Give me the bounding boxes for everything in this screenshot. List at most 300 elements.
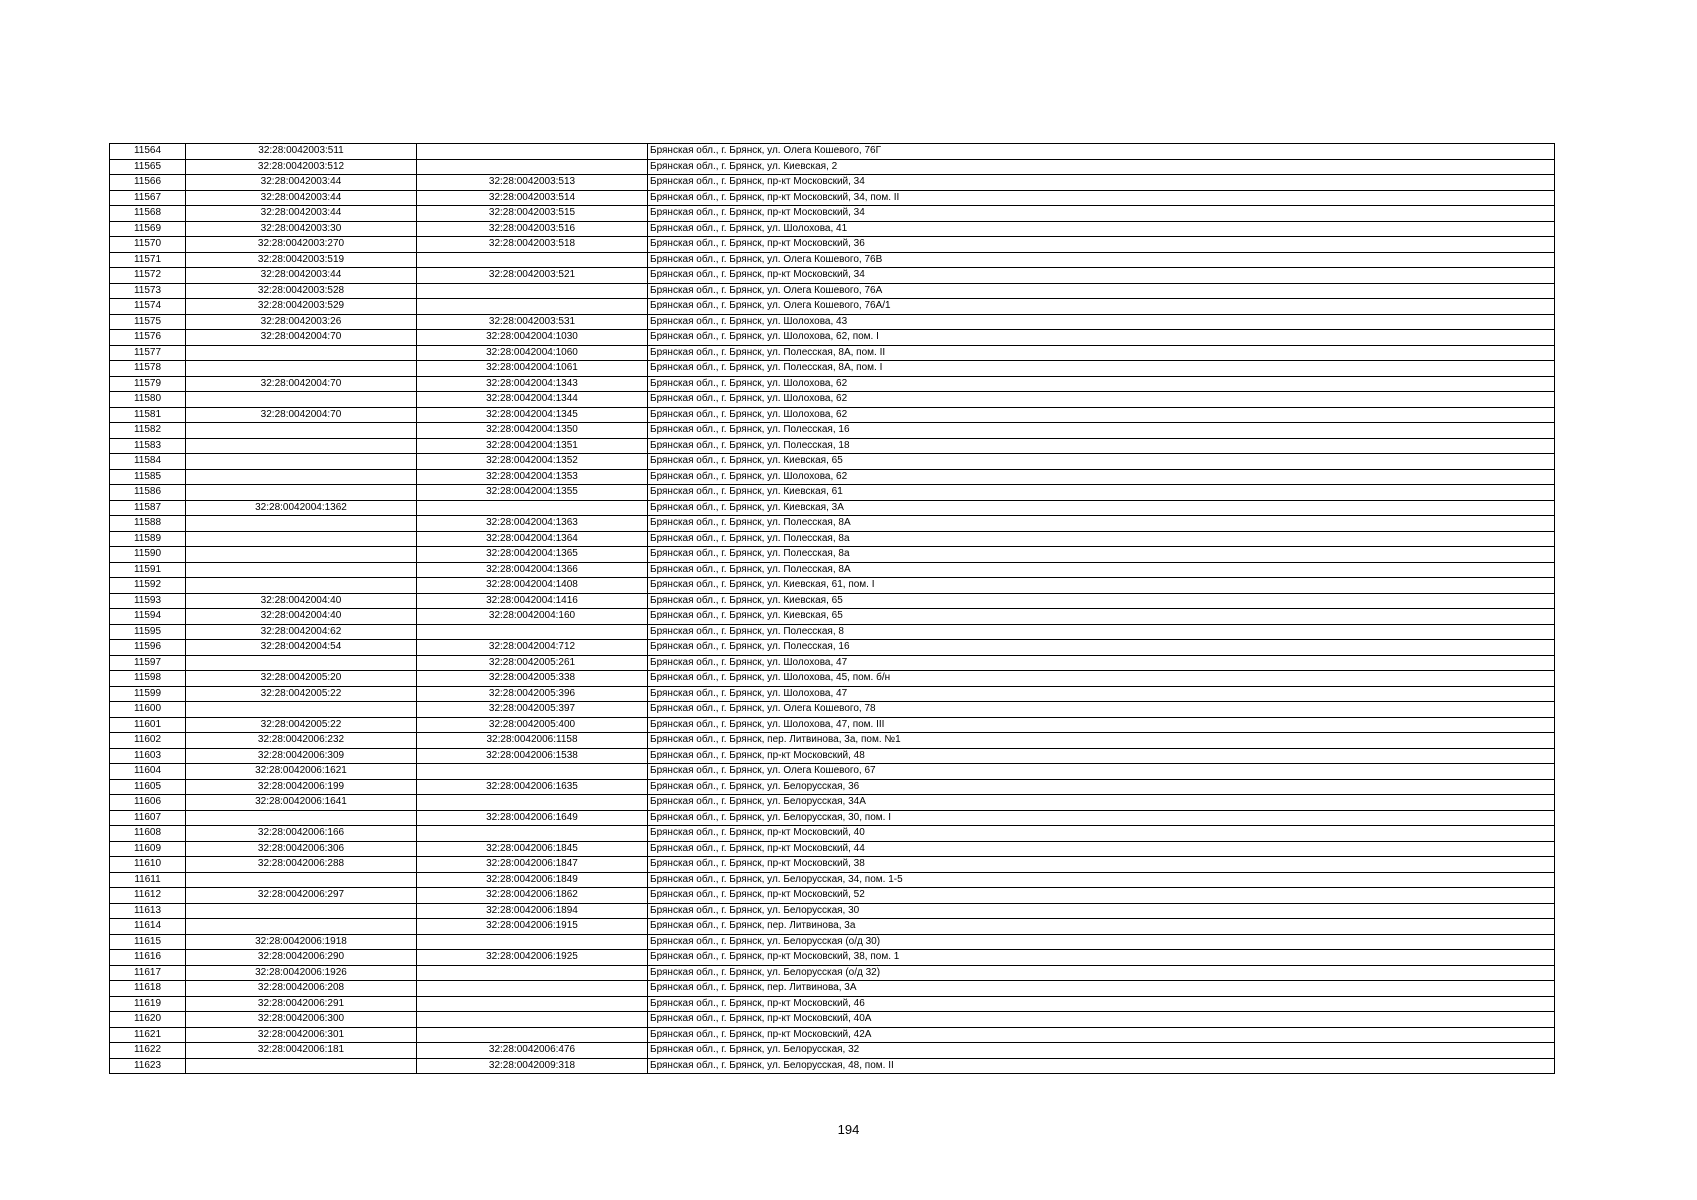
parcel-number-cell: 32:28:0042006:290 — [186, 950, 417, 966]
table-row — [110, 361, 1555, 377]
row-number-cell: 11598 — [110, 671, 186, 687]
object-number-cell — [417, 1012, 648, 1028]
table-row — [110, 950, 1555, 966]
row-number-cell: 11571 — [110, 252, 186, 268]
object-number-cell — [417, 624, 648, 640]
object-number-cell: 32:28:0042006:1635 — [417, 779, 648, 795]
address-cell: Брянская обл., г. Брянск, ул. Киевская, 61 — [648, 485, 1555, 501]
parcel-number-cell: 32:28:0042006:1918 — [186, 934, 417, 950]
object-number-cell: 32:28:0042003:516 — [417, 221, 648, 237]
object-number-cell: 32:28:0042005:397 — [417, 702, 648, 718]
parcel-number-cell: 32:28:0042004:40 — [186, 593, 417, 609]
address-cell: Брянская обл., г. Брянск, пр-кт Московский, 46 — [648, 996, 1555, 1012]
row-number-cell: 11564 — [110, 144, 186, 160]
parcel-number-cell: 32:28:0042006:309 — [186, 748, 417, 764]
row-number-cell: 11570 — [110, 237, 186, 253]
row-number-cell: 11621 — [110, 1027, 186, 1043]
table-row — [110, 857, 1555, 873]
parcel-number-cell: 32:28:0042003:519 — [186, 252, 417, 268]
parcel-number-cell: 32:28:0042005:22 — [186, 717, 417, 733]
row-number-cell: 11585 — [110, 469, 186, 485]
row-number-cell: 11611 — [110, 872, 186, 888]
parcel-number-cell: 32:28:0042006:166 — [186, 826, 417, 842]
table-row — [110, 190, 1555, 206]
address-cell: Брянская обл., г. Брянск, ул. Полесская, 8а — [648, 531, 1555, 547]
address-cell: Брянская обл., г. Брянск, ул. Киевская, 65 — [648, 593, 1555, 609]
object-number-cell — [417, 826, 648, 842]
address-cell: Брянская обл., г. Брянск, ул. Шолохова, 41 — [648, 221, 1555, 237]
row-number-cell: 11606 — [110, 795, 186, 811]
row-number-cell: 11588 — [110, 516, 186, 532]
parcel-number-cell: 32:28:0042006:208 — [186, 981, 417, 997]
row-number-cell: 11592 — [110, 578, 186, 594]
address-cell: Брянская обл., г. Брянск, пр-кт Московский, 44 — [648, 841, 1555, 857]
parcel-number-cell — [186, 531, 417, 547]
object-number-cell: 32:28:0042006:1849 — [417, 872, 648, 888]
object-number-cell: 32:28:0042003:521 — [417, 268, 648, 284]
address-cell: Брянская обл., г. Брянск, ул. Белорусская, 30 — [648, 903, 1555, 919]
parcel-number-cell: 32:28:0042006:297 — [186, 888, 417, 904]
table-row — [110, 934, 1555, 950]
row-number-cell: 11582 — [110, 423, 186, 439]
parcel-number-cell — [186, 872, 417, 888]
table-row — [110, 469, 1555, 485]
address-cell: Брянская обл., г. Брянск, ул. Белорусская (о/д 32) — [648, 965, 1555, 981]
object-number-cell — [417, 764, 648, 780]
row-number-cell: 11595 — [110, 624, 186, 640]
address-cell: Брянская обл., г. Брянск, ул. Киевская, 2 — [648, 159, 1555, 175]
address-cell: Брянская обл., г. Брянск, ул. Полесская, 8А — [648, 562, 1555, 578]
row-number-cell: 11575 — [110, 314, 186, 330]
parcel-number-cell: 32:28:0042006:232 — [186, 733, 417, 749]
object-number-cell: 32:28:0042005:261 — [417, 655, 648, 671]
table-row — [110, 454, 1555, 470]
table-row — [110, 314, 1555, 330]
address-cell: Брянская обл., г. Брянск, пр-кт Московский, 40 — [648, 826, 1555, 842]
row-number-cell: 11616 — [110, 950, 186, 966]
object-number-cell: 32:28:0042003:531 — [417, 314, 648, 330]
row-number-cell: 11580 — [110, 392, 186, 408]
address-cell: Брянская обл., г. Брянск, ул. Олега Кошевого, 76В — [648, 252, 1555, 268]
row-number-cell: 11578 — [110, 361, 186, 377]
address-cell: Брянская обл., г. Брянск, пер. Литвинова, 3а — [648, 919, 1555, 935]
row-number-cell: 11619 — [110, 996, 186, 1012]
page-number: 194 — [837, 1122, 860, 1137]
address-cell: Брянская обл., г. Брянск, ул. Шолохова, 62, пом. I — [648, 330, 1555, 346]
object-number-cell — [417, 500, 648, 516]
table-row — [110, 175, 1555, 191]
object-number-cell: 32:28:0042005:400 — [417, 717, 648, 733]
object-number-cell — [417, 299, 648, 315]
row-number-cell: 11593 — [110, 593, 186, 609]
parcel-number-cell: 32:28:0042006:306 — [186, 841, 417, 857]
table-row — [110, 609, 1555, 625]
row-number-cell: 11600 — [110, 702, 186, 718]
object-number-cell: 32:28:0042006:1862 — [417, 888, 648, 904]
object-number-cell: 32:28:0042006:1158 — [417, 733, 648, 749]
row-number-cell: 11620 — [110, 1012, 186, 1028]
row-number-cell: 11581 — [110, 407, 186, 423]
row-number-cell: 11596 — [110, 640, 186, 656]
object-number-cell: 32:28:0042004:1030 — [417, 330, 648, 346]
row-number-cell: 11569 — [110, 221, 186, 237]
row-number-cell: 11587 — [110, 500, 186, 516]
parcel-number-cell: 32:28:0042004:40 — [186, 609, 417, 625]
table-row — [110, 702, 1555, 718]
parcel-number-cell: 32:28:0042003:528 — [186, 283, 417, 299]
row-number-cell: 11604 — [110, 764, 186, 780]
parcel-number-cell: 32:28:0042004:70 — [186, 407, 417, 423]
table-row — [110, 795, 1555, 811]
parcel-number-cell: 32:28:0042006:199 — [186, 779, 417, 795]
parcel-number-cell — [186, 578, 417, 594]
object-number-cell: 32:28:0042004:1408 — [417, 578, 648, 594]
parcel-number-cell — [186, 547, 417, 563]
object-number-cell — [417, 159, 648, 175]
parcel-number-cell: 32:28:0042006:181 — [186, 1043, 417, 1059]
parcel-number-cell: 32:28:0042003:512 — [186, 159, 417, 175]
address-cell: Брянская обл., г. Брянск, ул. Полесская, 8А, пом. I — [648, 361, 1555, 377]
address-cell: Брянская обл., г. Брянск, ул. Олега Кошевого, 76А — [648, 283, 1555, 299]
row-number-cell: 11612 — [110, 888, 186, 904]
table-row — [110, 299, 1555, 315]
object-number-cell — [417, 795, 648, 811]
row-number-cell: 11583 — [110, 438, 186, 454]
address-cell: Брянская обл., г. Брянск, ул. Киевская, 3А — [648, 500, 1555, 516]
parcel-number-cell: 32:28:0042005:22 — [186, 686, 417, 702]
object-number-cell: 32:28:0042004:1352 — [417, 454, 648, 470]
address-cell: Брянская обл., г. Брянск, ул. Шолохова, 62 — [648, 376, 1555, 392]
object-number-cell: 32:28:0042004:160 — [417, 609, 648, 625]
table-row — [110, 686, 1555, 702]
object-number-cell: 32:28:0042003:514 — [417, 190, 648, 206]
row-number-cell: 11607 — [110, 810, 186, 826]
object-number-cell: 32:28:0042004:1363 — [417, 516, 648, 532]
address-cell: Брянская обл., г. Брянск, ул. Шолохова, 47 — [648, 686, 1555, 702]
address-cell: Брянская обл., г. Брянск, пр-кт Московский, 42А — [648, 1027, 1555, 1043]
object-number-cell: 32:28:0042006:1894 — [417, 903, 648, 919]
address-cell: Брянская обл., г. Брянск, ул. Киевская, 65 — [648, 454, 1555, 470]
table-row — [110, 671, 1555, 687]
table-row — [110, 330, 1555, 346]
address-cell: Брянская обл., г. Брянск, ул. Белорусская, 34, пом. 1-5 — [648, 872, 1555, 888]
registry-sheet — [109, 143, 1555, 1074]
table-row — [110, 903, 1555, 919]
address-cell: Брянская обл., г. Брянск, ул. Полесская, 16 — [648, 640, 1555, 656]
object-number-cell: 32:28:0042004:1345 — [417, 407, 648, 423]
table-row — [110, 376, 1555, 392]
parcel-number-cell — [186, 516, 417, 532]
parcel-number-cell: 32:28:0042006:301 — [186, 1027, 417, 1043]
row-number-cell: 11594 — [110, 609, 186, 625]
table-row — [110, 1058, 1555, 1074]
object-number-cell: 32:28:0042006:1649 — [417, 810, 648, 826]
parcel-number-cell: 32:28:0042006:300 — [186, 1012, 417, 1028]
object-number-cell: 32:28:0042006:1915 — [417, 919, 648, 935]
object-number-cell: 32:28:0042004:1355 — [417, 485, 648, 501]
table-row — [110, 981, 1555, 997]
table-row — [110, 423, 1555, 439]
object-number-cell: 32:28:0042004:1353 — [417, 469, 648, 485]
parcel-number-cell — [186, 810, 417, 826]
row-number-cell: 11601 — [110, 717, 186, 733]
object-number-cell: 32:28:0042009:318 — [417, 1058, 648, 1074]
table-row — [110, 547, 1555, 563]
object-number-cell: 32:28:0042003:513 — [417, 175, 648, 191]
row-number-cell: 11573 — [110, 283, 186, 299]
object-number-cell: 32:28:0042004:1343 — [417, 376, 648, 392]
object-number-cell: 32:28:0042004:1416 — [417, 593, 648, 609]
address-cell: Брянская обл., г. Брянск, пр-кт Московский, 34, пом. II — [648, 190, 1555, 206]
parcel-number-cell: 32:28:0042003:30 — [186, 221, 417, 237]
row-number-cell: 11591 — [110, 562, 186, 578]
address-cell: Брянская обл., г. Брянск, пр-кт Московский, 40А — [648, 1012, 1555, 1028]
object-number-cell: 32:28:0042005:338 — [417, 671, 648, 687]
row-number-cell: 11599 — [110, 686, 186, 702]
row-number-cell: 11602 — [110, 733, 186, 749]
address-cell: Брянская обл., г. Брянск, ул. Шолохова, 62 — [648, 407, 1555, 423]
object-number-cell: 32:28:0042004:712 — [417, 640, 648, 656]
table-row — [110, 516, 1555, 532]
parcel-number-cell: 32:28:0042005:20 — [186, 671, 417, 687]
object-number-cell — [417, 934, 648, 950]
address-cell: Брянская обл., г. Брянск, ул. Белорусская, 30, пом. I — [648, 810, 1555, 826]
table-row — [110, 1043, 1555, 1059]
row-number-cell: 11568 — [110, 206, 186, 222]
table-row — [110, 748, 1555, 764]
parcel-number-cell: 32:28:0042003:270 — [186, 237, 417, 253]
table-row — [110, 996, 1555, 1012]
parcel-number-cell — [186, 903, 417, 919]
parcel-number-cell: 32:28:0042004:70 — [186, 330, 417, 346]
table-row — [110, 764, 1555, 780]
address-cell: Брянская обл., г. Брянск, ул. Шолохова, 47, пом. III — [648, 717, 1555, 733]
address-cell: Брянская обл., г. Брянск, ул. Олега Кошевого, 67 — [648, 764, 1555, 780]
table-row — [110, 531, 1555, 547]
address-cell: Брянская обл., г. Брянск, пер. Литвинова, 3а, пом. №1 — [648, 733, 1555, 749]
table-row — [110, 206, 1555, 222]
address-cell: Брянская обл., г. Брянск, пр-кт Московский, 38, пом. 1 — [648, 950, 1555, 966]
object-number-cell: 32:28:0042006:1538 — [417, 748, 648, 764]
row-number-cell: 11623 — [110, 1058, 186, 1074]
parcel-number-cell: 32:28:0042003:44 — [186, 206, 417, 222]
table-row — [110, 221, 1555, 237]
address-cell: Брянская обл., г. Брянск, ул. Полесская, 8А — [648, 516, 1555, 532]
row-number-cell: 11618 — [110, 981, 186, 997]
parcel-number-cell: 32:28:0042003:44 — [186, 190, 417, 206]
table-row — [110, 144, 1555, 160]
table-row — [110, 268, 1555, 284]
table-row — [110, 655, 1555, 671]
address-cell: Брянская обл., г. Брянск, пр-кт Московский, 34 — [648, 175, 1555, 191]
table-row — [110, 578, 1555, 594]
row-number-cell: 11577 — [110, 345, 186, 361]
row-number-cell: 11615 — [110, 934, 186, 950]
object-number-cell — [417, 981, 648, 997]
object-number-cell: 32:28:0042003:515 — [417, 206, 648, 222]
parcel-number-cell: 32:28:0042003:529 — [186, 299, 417, 315]
address-cell: Брянская обл., г. Брянск, ул. Олега Кошевого, 76А/1 — [648, 299, 1555, 315]
parcel-number-cell: 32:28:0042003:44 — [186, 175, 417, 191]
object-number-cell — [417, 965, 648, 981]
object-number-cell — [417, 144, 648, 160]
object-number-cell — [417, 1027, 648, 1043]
row-number-cell: 11613 — [110, 903, 186, 919]
address-cell: Брянская обл., г. Брянск, ул. Шолохова, 45, пом. б/н — [648, 671, 1555, 687]
table-row — [110, 965, 1555, 981]
address-cell: Брянская обл., г. Брянск, ул. Полесская, 18 — [648, 438, 1555, 454]
table-row — [110, 1012, 1555, 1028]
row-number-cell: 11589 — [110, 531, 186, 547]
address-cell: Брянская обл., г. Брянск, ул. Белорусская (о/д 30) — [648, 934, 1555, 950]
address-cell: Брянская обл., г. Брянск, ул. Киевская, 65 — [648, 609, 1555, 625]
address-cell: Брянская обл., г. Брянск, пр-кт Московский, 38 — [648, 857, 1555, 873]
address-cell: Брянская обл., г. Брянск, ул. Полесская, 8 — [648, 624, 1555, 640]
address-cell: Брянская обл., г. Брянск, ул. Белорусская, 32 — [648, 1043, 1555, 1059]
address-cell: Брянская обл., г. Брянск, ул. Полесская, 8а — [648, 547, 1555, 563]
parcel-number-cell: 32:28:0042003:511 — [186, 144, 417, 160]
address-cell: Брянская обл., г. Брянск, ул. Шолохова, 43 — [648, 314, 1555, 330]
object-number-cell: 32:28:0042006:1845 — [417, 841, 648, 857]
parcel-number-cell: 32:28:0042003:26 — [186, 314, 417, 330]
address-cell: Брянская обл., г. Брянск, ул. Олега Кошевого, 78 — [648, 702, 1555, 718]
object-number-cell: 32:28:0042003:518 — [417, 237, 648, 253]
table-row — [110, 1027, 1555, 1043]
row-number-cell: 11574 — [110, 299, 186, 315]
parcel-number-cell — [186, 469, 417, 485]
table-row — [110, 872, 1555, 888]
parcel-number-cell — [186, 919, 417, 935]
row-number-cell: 11590 — [110, 547, 186, 563]
object-number-cell — [417, 283, 648, 299]
table-row — [110, 888, 1555, 904]
parcel-number-cell — [186, 361, 417, 377]
object-number-cell: 32:28:0042004:1060 — [417, 345, 648, 361]
table-row — [110, 159, 1555, 175]
address-cell: Брянская обл., г. Брянск, ул. Шолохова, 62 — [648, 392, 1555, 408]
table-row — [110, 733, 1555, 749]
parcel-number-cell: 32:28:0042006:1641 — [186, 795, 417, 811]
row-number-cell: 11622 — [110, 1043, 186, 1059]
address-cell: Брянская обл., г. Брянск, ул. Белорусская, 36 — [648, 779, 1555, 795]
address-cell: Брянская обл., г. Брянск, ул. Шолохова, 47 — [648, 655, 1555, 671]
address-cell: Брянская обл., г. Брянск, ул. Олега Кошевого, 76Г — [648, 144, 1555, 160]
address-cell: Брянская обл., г. Брянск, пр-кт Московский, 36 — [648, 237, 1555, 253]
address-cell: Брянская обл., г. Брянск, пр-кт Московский, 34 — [648, 268, 1555, 284]
registry-table — [109, 143, 1555, 1074]
address-cell: Брянская обл., г. Брянск, ул. Белорусская, 34А — [648, 795, 1555, 811]
parcel-number-cell: 32:28:0042006:291 — [186, 996, 417, 1012]
address-cell: Брянская обл., г. Брянск, ул. Полесская, 8А, пом. II — [648, 345, 1555, 361]
object-number-cell: 32:28:0042005:396 — [417, 686, 648, 702]
table-row — [110, 283, 1555, 299]
object-number-cell: 32:28:0042004:1365 — [417, 547, 648, 563]
object-number-cell: 32:28:0042004:1344 — [417, 392, 648, 408]
table-row — [110, 485, 1555, 501]
address-cell: Брянская обл., г. Брянск, пр-кт Московский, 48 — [648, 748, 1555, 764]
table-row — [110, 407, 1555, 423]
row-number-cell: 11586 — [110, 485, 186, 501]
parcel-number-cell: 32:28:0042006:1621 — [186, 764, 417, 780]
parcel-number-cell — [186, 438, 417, 454]
object-number-cell: 32:28:0042004:1061 — [417, 361, 648, 377]
object-number-cell: 32:28:0042004:1350 — [417, 423, 648, 439]
table-row — [110, 624, 1555, 640]
parcel-number-cell — [186, 655, 417, 671]
row-number-cell: 11610 — [110, 857, 186, 873]
parcel-number-cell: 32:28:0042006:1926 — [186, 965, 417, 981]
parcel-number-cell: 32:28:0042004:54 — [186, 640, 417, 656]
parcel-number-cell: 32:28:0042003:44 — [186, 268, 417, 284]
address-cell: Брянская обл., г. Брянск, пр-кт Московский, 52 — [648, 888, 1555, 904]
table-row — [110, 841, 1555, 857]
object-number-cell: 32:28:0042004:1351 — [417, 438, 648, 454]
parcel-number-cell — [186, 485, 417, 501]
object-number-cell: 32:28:0042004:1366 — [417, 562, 648, 578]
parcel-number-cell — [186, 1058, 417, 1074]
parcel-number-cell — [186, 454, 417, 470]
row-number-cell: 11597 — [110, 655, 186, 671]
parcel-number-cell — [186, 392, 417, 408]
address-cell: Брянская обл., г. Брянск, ул. Полесская, 16 — [648, 423, 1555, 439]
table-row — [110, 717, 1555, 733]
row-number-cell: 11609 — [110, 841, 186, 857]
parcel-number-cell: 32:28:0042004:1362 — [186, 500, 417, 516]
table-row — [110, 562, 1555, 578]
object-number-cell: 32:28:0042006:476 — [417, 1043, 648, 1059]
parcel-number-cell — [186, 345, 417, 361]
row-number-cell: 11565 — [110, 159, 186, 175]
address-cell: Брянская обл., г. Брянск, ул. Киевская, 61, пом. I — [648, 578, 1555, 594]
address-cell: Брянская обл., г. Брянск, пер. Литвинова, 3А — [648, 981, 1555, 997]
row-number-cell: 11617 — [110, 965, 186, 981]
table-row — [110, 593, 1555, 609]
table-row — [110, 237, 1555, 253]
parcel-number-cell — [186, 562, 417, 578]
table-row — [110, 500, 1555, 516]
row-number-cell: 11579 — [110, 376, 186, 392]
parcel-number-cell: 32:28:0042004:70 — [186, 376, 417, 392]
object-number-cell — [417, 996, 648, 1012]
parcel-number-cell: 32:28:0042004:62 — [186, 624, 417, 640]
parcel-number-cell — [186, 423, 417, 439]
table-row — [110, 392, 1555, 408]
registry-table-body — [110, 144, 1555, 1074]
row-number-cell: 11608 — [110, 826, 186, 842]
parcel-number-cell: 32:28:0042006:288 — [186, 857, 417, 873]
table-row — [110, 919, 1555, 935]
parcel-number-cell — [186, 702, 417, 718]
object-number-cell: 32:28:0042004:1364 — [417, 531, 648, 547]
row-number-cell: 11572 — [110, 268, 186, 284]
object-number-cell: 32:28:0042006:1925 — [417, 950, 648, 966]
table-row — [110, 345, 1555, 361]
table-row — [110, 640, 1555, 656]
table-row — [110, 438, 1555, 454]
object-number-cell — [417, 252, 648, 268]
address-cell: Брянская обл., г. Брянск, ул. Шолохова, 62 — [648, 469, 1555, 485]
object-number-cell: 32:28:0042006:1847 — [417, 857, 648, 873]
table-row — [110, 826, 1555, 842]
row-number-cell: 11605 — [110, 779, 186, 795]
address-cell: Брянская обл., г. Брянск, ул. Белорусская, 48, пом. II — [648, 1058, 1555, 1074]
row-number-cell: 11584 — [110, 454, 186, 470]
table-row — [110, 252, 1555, 268]
row-number-cell: 11576 — [110, 330, 186, 346]
row-number-cell: 11567 — [110, 190, 186, 206]
address-cell: Брянская обл., г. Брянск, пр-кт Московский, 34 — [648, 206, 1555, 222]
row-number-cell: 11603 — [110, 748, 186, 764]
